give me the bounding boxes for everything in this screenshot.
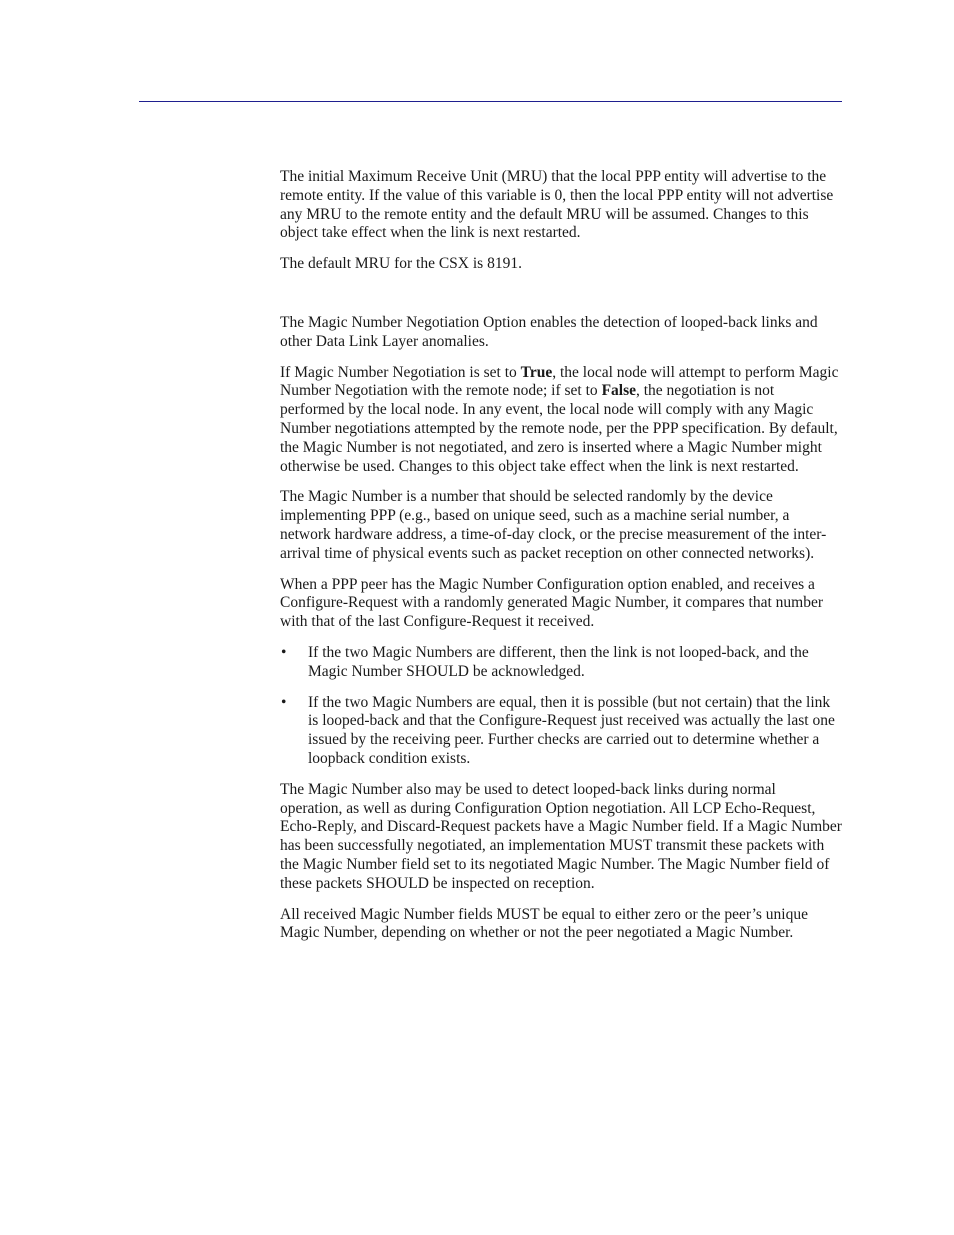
mru-default-note: The default MRU for the CSX is 8191. [280,255,522,273]
mru-description: The initial Maximum Receive Unit (MRU) that the local PPP entity will advertise to the remote entity. If the value of this variable is 0, then the local PPP entity will not advertise any MRU to the remote entity and the default MRU will be assumed. Changes to this object take effect when the link is next restarted. [280,168,834,242]
magic-number-definition: The Magic Number is a number that should be selected randomly by the device implementing PPP (e.g., based on unique seed, such as a machine serial number, a network hardware address, a time-of-day clock, or the precise measurement of the inter-arrival time of physical events such as packet reception on other connected networks). [280,488,827,562]
bullet-text-equal: If the two Magic Numbers are equal, then it is possible (but not certain) that the link is looped-back and that the Configure-Request just received was actually the last one issued by the receiving peer. Further checks are carried out to determine whether a loopback condition exists. [308,693,835,767]
magic-number-negotiation-paragraph [280,364,842,477]
negotiation-text-1: If Magic Number Negotiation is set to [280,363,521,381]
magic-number-intro: The Magic Number Negotiation Option enables the detection of looped-back links and other Data Link Layer anomalies. [280,313,818,350]
header-rule [139,101,842,102]
document-body [280,168,842,955]
comparison-bullet-list [280,644,842,769]
negotiation-text-3: , the negotiation is not performed by the local node. In any event, the local node will comply with any Magic Number negotiations attempted by the remote node, per the PPP specification. By default, the Magic Number is not negotiated, and zero is inserted where a Magic Number might otherwise be used. Changes to this object take effect when the link is next restarted. [280,382,838,475]
bullet-text-different: If the two Magic Numbers are different, then the link is not looped-back, and the Magic Number SHOULD be acknowledged. [308,643,809,680]
false-value-label: False [601,382,636,400]
bullet-item-different [280,644,842,682]
bullet-item-equal [280,694,842,769]
negotiation-text-2: , the local node will attempt to perform Magic Number Negotiation with the remote node; if set to [280,363,839,400]
magic-number-detection: The Magic Number also may be used to detect looped-back links during normal operation, as well as during Configuration Option negotiation. All LCP Echo-Request, Echo-Reply, and Discard-Request packets have a Magic Number field. If a Magic Number has been successfully negotiated, an implementation MUST transmit these packets with the Magic Number field set to its negotiated Magic Number. The Magic Number field of these packets SHOULD be inspected on reception. [280,780,842,892]
true-value-label: True [520,363,553,381]
magic-number-comparison: When a PPP peer has the Magic Number Configuration option enabled, and receives a Configure-Request with a randomly generated Magic Number, it compares that number with that of the last Configure-Request it received. [280,575,824,631]
magic-number-received: All received Magic Number fields MUST be equal to either zero or the peer’s unique Magic Number, depending on whether or not the peer negotiated a Magic Number. [280,905,808,942]
bullet-icon: • [281,693,287,711]
section-spacer [280,286,842,314]
bullet-icon: • [281,643,287,661]
